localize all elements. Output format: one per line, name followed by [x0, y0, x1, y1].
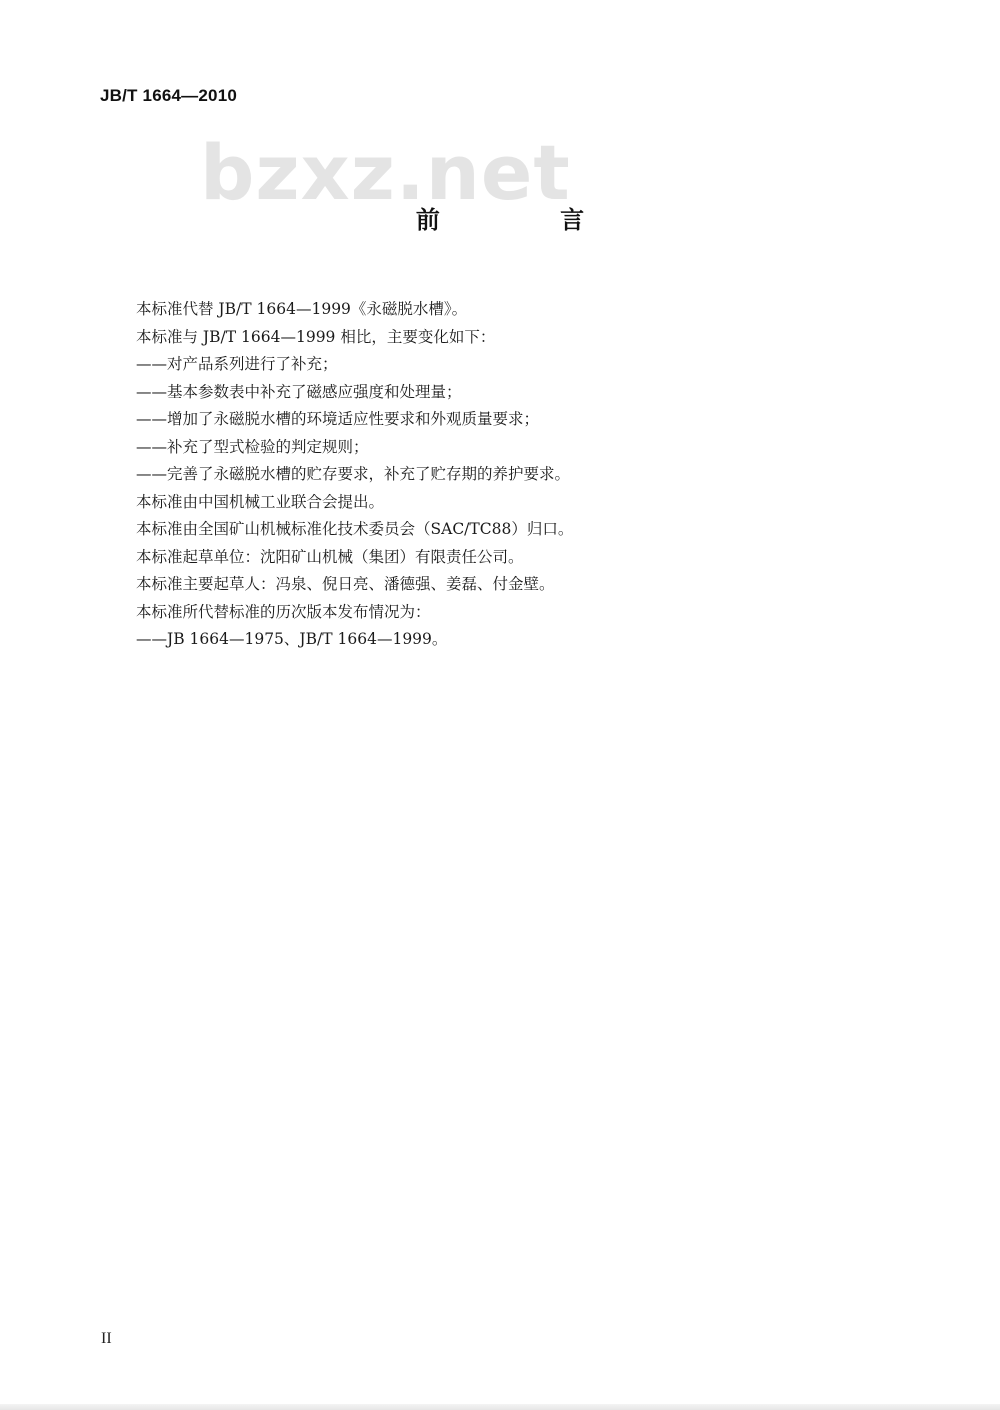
- page-edge: [0, 1404, 1000, 1410]
- watermark: bzxz.net: [200, 128, 571, 217]
- foreword-line: 本标准起草单位：沈阳矿山机械（集团）有限责任公司。: [136, 547, 524, 566]
- foreword-line: 本标准由全国矿山机械标准化技术委员会（SAC/TC88）归口。: [136, 520, 574, 538]
- foreword-line: 本标准与 JB/T 1664—1999 相比，主要变化如下：: [136, 327, 496, 346]
- foreword-line: 本标准由中国机械工业联合会提出。: [136, 492, 385, 511]
- foreword-line: ——对产品系列进行了补充；: [136, 355, 338, 373]
- foreword-line: 本标准主要起草人：冯泉、倪日亮、潘德强、姜磊、付金壁。: [136, 575, 555, 593]
- foreword-line: ——补充了型式检验的判定规则；: [136, 437, 369, 456]
- foreword-line: ——基本参数表中补充了磁感应强度和处理量；: [136, 382, 462, 401]
- foreword-line: ——JB 1664—1975、JB/T 1664—1999。: [136, 630, 448, 648]
- foreword-line: 本标准代替 JB/T 1664—1999《永磁脱水槽》。: [136, 300, 468, 318]
- foreword-line: 本标准所代替标准的历次版本发布情况为：: [136, 602, 431, 621]
- document-code: JB/T 1664—2010: [100, 86, 237, 105]
- foreword-line: ——完善了永磁脱水槽的贮存要求，补充了贮存期的养护要求。: [136, 465, 571, 483]
- page-number: II: [101, 1330, 112, 1347]
- section-title: 前 言: [415, 206, 641, 234]
- foreword-line: ——增加了永磁脱水槽的环境适应性要求和外观质量要求；: [136, 410, 540, 428]
- foreword-body: [136, 296, 896, 654]
